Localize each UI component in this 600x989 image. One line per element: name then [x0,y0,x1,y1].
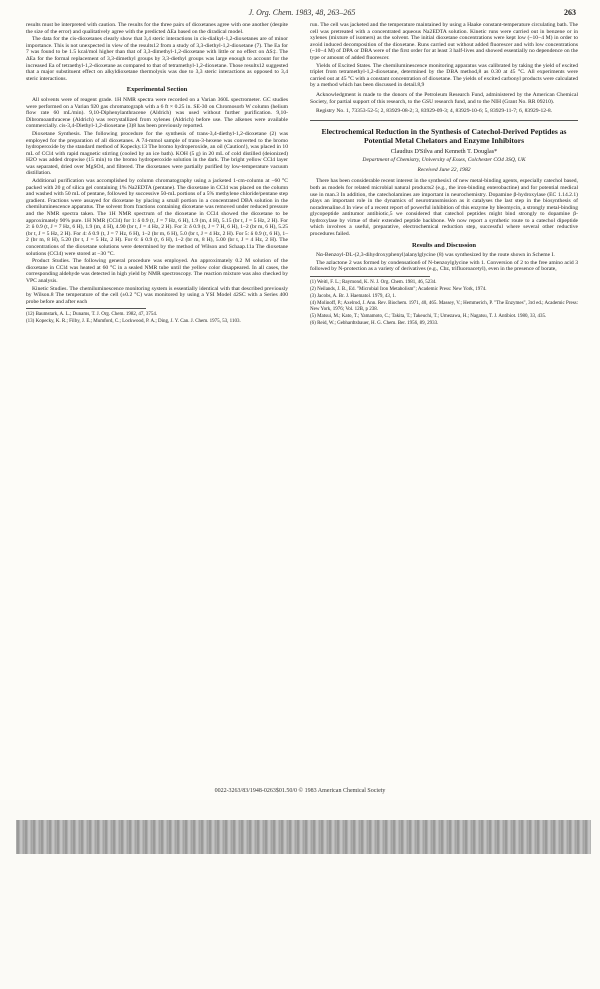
footnote: (6) Reid, W.; Gebhardtsbauer, H. G. Chem. Ber. 1956, 89, 2933. [310,321,439,327]
results-section-title: Results and Discussion [411,241,477,249]
journal-citation: J. Org. Chem. 1983, 48, 263–265 [248,8,356,17]
footnote: (3) Jacobs, A. Br. J. Haematol. 1979, 43, 1. [310,294,397,300]
footnote: (2) Neilands, J. B., Ed. "Microbial Iron Metabolism"; Academic Press: New York, 1974. [310,287,487,293]
registry-numbers: Registry No. 1, 73353-52-5; 2, 83929-08-2; 3, 83929-09-3; 4, 83929-10-6; 5, 83929-11-7; 6, 83929-12-8. [316,108,553,115]
paragraph: There has been considerable recent interest in the synthesis1 of new metal-binding agents, especially catechol based, both as models for related microbial natural products2 (e.g., the iron-binding enterobactine) and for potential medical use in man.3 In addition, the catecholamines are important in neurochemistry. Dopamine β-hydroxylase (EC 1.14.2.1) plays an important role in the dynamics of neurotransmission as it catalyses the last step in the biosynthesis of noradrenaline.4 In view of a recent report of powerful inhibition of this enzyme by bleomycin, a strongly metal-binding glycopeptide antitumor antibiotic,5 we considered that catechol peptides might bind strongly to dopamine β-hydroxylase by virtue of their extended peptide backbone. We now report a synthetic route to a catechol dipeptide which involves a useful, preparative, electrochemical reduction step, successful where several other reductive procedures failed. [310,178,578,238]
paragraph: Product Studies. The following general procedure was employed. An approximately 0.2 M solution of the dioxetane in CCl4 was heated at 60 °C in a sealed NMR tube until the yellow color disappeared. In all cases, the corresponding aldehyde was detected in high yield by NMR spectroscopy. The reaction mixture was also checked by VPC analysis. [26,258,288,284]
footnote-rule [26,308,146,309]
footnote: (1) Weitl, F. L.; Raymond, K. N. J. Org. Chem. 1981, 46, 5234. [310,280,437,286]
running-header [26,8,578,17]
copyright-footer: 0022-3263/83/1948-0263$01.50/0 © 1983 American Chemical Society [214,788,386,794]
received-date: Received June 22, 1982 [417,166,471,173]
paragraph: Dioxetane Synthesis. The following procedure for the synthesis of trans-3,4-diethyl-1,2-dioxetane (2) was employed for the preparation of all dioxetanes. A 74-mmol sample of trans-3-hexene was converted to the bromo hydroperoxide by the standard method of Kopecky.13 The bromo hydroperoxide, an oil (Caution!), was placed in 10 mL of CCl4 with rapid magnetic stirring (cooled by an ice bath). KOH (5 g) in 20 mL of cold distilled (deionized) H2O was added dropwise (15 min) to the bromo hydroperoxide solution in the dark. The bright yellow CCl4 layer was separated, dried over MgSO4, and filtered. The dioxetanes were partially purified by low-temperature vacuum distillation. [26,130,288,177]
acknowledgment: Acknowledgment is made to the donors of the Petroleum Research Fund, administered by the American Chemical Society, for partial support of this research, to the GSU research fund, and to the NIH (Grant No. RR 09210). [310,91,578,105]
paragraph: run. The cell was jacketed and the temperature maintained by using a Haake constant-temperature circulating bath. The cell was pretreated with a concentrated aqueous Na2EDTA solution. Kinetic runs were carried out in benzene or in xylenes (mixture of isomers) as the solvent. The initial dioxetane concentrations were kept low (~10−4 M) in order to avoid induced decomposition of the dioxetane. Runs carried out without added fluorescer and with low concentrations (~10−4 M) of DPA or DBA were of the first order for at least 3 half-lives and showed essentially no dependence on the type or amount of added fluorescer. [310,22,578,61]
paragraph: Additional purification was accomplished by column chromatography using a jacketed 1-cm-column at −60 °C packed with 20 g of silica gel containing 1% Na2EDTA (pentane). The dioxetane in CCl4 was placed on the column and washed with 50 mL of pentane, followed by successive 50-mL portions of a 5% methylene chloride/pentane step gradient. Fractions were assayed for dioxetane by placing a small portion in a concentrated DBA solution in the chemiluminescence apparatus. The solvent from fractions containing dioxetane was removed under reduced pressure and the NMR spectra taken. The 1H NMR spectrum of the dioxetane in CCl4 showed the dioxetane to be approximately 90% pure. 1H NMR (CCl4) for 1: δ 0.9 (t, J = 7 Hz, 6 H), 1.9 (m, 4 H), 5.15 (br t, J = 5 Hz, 2 H). For 2: δ 0.9 (t, J = 7 Hz, 6 H), 1.9 (m, 4 H), 4.90 (br t, J = 4 Hz, 2 H). For 3: δ 0.9 (t, J = 7 H, 6 H), 1–2 (br m, 6 H), 5.25 (br t, J = 5 Hz, 2 H). For 4: δ 0.9 (t, J = 7 Hz, 6 H), 1–2 (br m, 6 H), 5.0 (br t, J = 4 Hz, 2 H). For 5: δ 0.9 (t, 6 H), 1–2 (br m, 8 H), 5.20 (br t, J = 5 Hz, 2 H). For 6: δ 0.9 (t, 6 H), 1–2 (br m, 8 H), 5.00 (br t, J = 4 Hz, 2 H). The concentrations of the dioxetane solutions were determined by the method of Wilson and Schaap.11a The dioxetane solutions (CCl4) were stored at −30 °C. [26,178,288,257]
paragraph: results must be interpreted with caution. The results for the three pairs of dioxetanes agree with one another (despite the size of the error) and qualitatively agree with the predicted ΔEa based on the diradical model. [26,22,288,35]
article-title: Electrochemical Reduction in the Synthesis of Catechol-Derived Peptides as Potential Metal Chelators and Enzyme Inhibitors [321,126,567,145]
paragraph: The azlactone 2 was formed by condensation6 of N-benzoylglycine with 1. Conversion of 2 to the free amino acid 3 followed by N-protection as a variety of derivatives (e.g., Cbz, trifluoroacetyl), even in the presence of borate, [310,259,578,273]
right-column [310,22,578,328]
footnote: (5) Matsui, M.; Kato, T.; Yamamoto, C.; Takita, T.; Takeuchi, T.; Umezawa, H.; Nagatsu, T. J. Antibiot. 1980, 33, 435. [310,314,547,320]
paragraph: Nα-Benzoyl-DL-(2,3-dihydroxyphenyl)alanylglycine (8) was synthesized by the route shown in Scheme I. [316,252,555,259]
article-divider [310,120,578,121]
left-column [26,22,288,326]
authors: Claudius D'Silva and Kenneth T. Douglas* [390,147,498,155]
affiliation: Department of Chemistry, University of Essex, Colchester CO4 3SQ, UK [362,157,526,164]
scan-artifact-strip [16,820,591,854]
footnote: (13) Kopecky, K. R.; Filby, J. E.; Mumford, C.; Lockwood, P. A.; Ding, J. Y. Can. J. Chem. 1975, 53, 1103. [26,319,241,325]
paragraph: The data for the cis-dioxetanes clearly show that 3,4 steric interactions in cis-dialkyl-1,2-dioxetanes are of minor importance. This is not unexpected in view of the results12 from a study of 3,3-diethyl-1,2-dioxetane (7). The Ea for 7 was found to be 1.5 kcal/mol higher than that of 3,3-dimethyl-1,2-dioxetane with little or no effect on ΔS‡. The ΔEa for the formal replacement of 3,3-dimethyl groups by 3,3-diethyl groups was large enough to account for the increased Ea of tetraethyl-1,2-dioxetane as compared to that of tetramethyl-1,2-dioxetane. Those results12 suggested that a major substituent effect on alkyldioxetane thermolysis was due to 3,3 steric interactions as opposed to 3,4 steric interactions. [26,36,288,82]
paragraph: All solvents were of reagent grade. 1H NMR spectra were recorded on a Varian 360L spectrometer. GC studies were performed on a Varian 920 gas chromatograph with a 6 ft × 0.25 in. SE-30 on Chromosorb W column (helium flow rate 60 mL/min). 9,10-Diphenylanthracene (Aldrich) was used without further purification. 9,10-Dibromoanthracene (Aldrich) was recrystallized from xylenes (Aldrich) before use. The alkenes were available commercially. cis-3,4-Diethyl-1,2-dioxetane (3)8 has been previously reported. [26,96,288,130]
footnote: (4) Molinoff, P.; Axelrod, J. Ann. Rev. Biochem. 1971, 40, 465. Massey, V.; Hemmerich, P. "The Enzymes", 3rd ed.; Academic Press: New York, 1976; Vol. 12B, p 238. [310,301,578,313]
footnote: (12) Baumstark, A. L.; Dunams, T. J. Org. Chem. 1982, 47, 3754. [26,312,158,318]
paragraph: Yields of Excited States. The chemiluminescence monitoring apparatus was calibrated by taking the yield of excited triplet from tetramethyl-1,2-dioxetane, determined by the DBA method,8 as 0.30 at 45 °C. All experiments were carried out at 45 °C with a constant concentration of dioxetane. The yields of excited carbonyl products were calculated by a method which has been discussed in detail.8,9 [310,62,578,89]
paragraph: Kinetic Studies. The chemiluminescence monitoring system is essentially identical with that described previously by Wilson.8 The temperature of the cell (±0.2 °C) was monitored by using a YSI Model 42SC with a Series 400 probe before and after each [26,285,288,305]
experimental-section-title: Experimental Section [126,86,188,94]
footnote-rule [310,276,430,277]
page-number: 263 [564,8,576,17]
